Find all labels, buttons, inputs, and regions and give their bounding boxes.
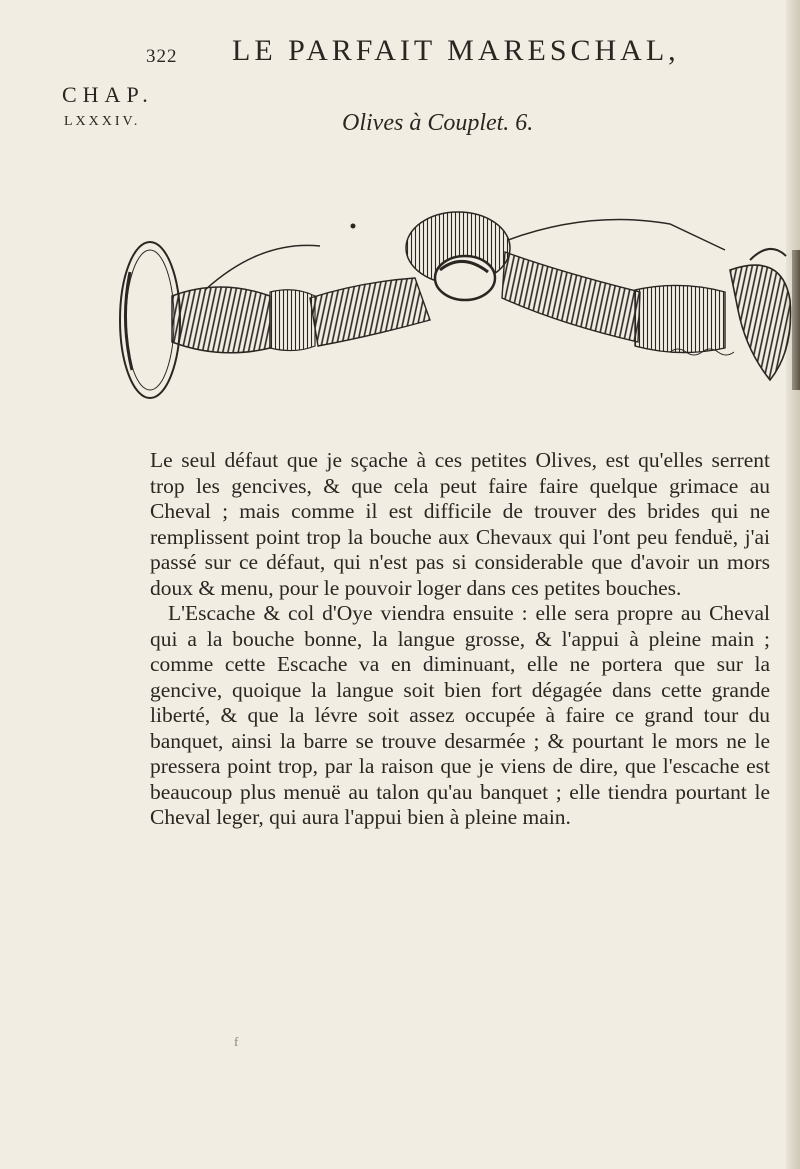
chapter-label: CHAP. [62, 82, 154, 107]
page-number: 322 [146, 46, 178, 67]
stray-mark: f [234, 1034, 239, 1049]
body-text [150, 448, 770, 831]
paragraph: Le seul défaut que je sçache à ces petites Olives, est qu'elles serrent trop les gencives, & que cela peut faire faire quelque grimace au Cheval ; mais comme il est difficile de trouver des brides qui ne remplissent point trop la bouche aux Chevaux qui l'ont peu fenduë, j'ai passé sur ce défaut, qui n'est pas si considerable que d'avoir un mors doux & menu, pour le pouvoir loger dans ces petites bouches. [150, 448, 770, 600]
right-canon [502, 252, 640, 342]
right-chain [508, 220, 725, 250]
right-cheek-ring [730, 249, 791, 380]
paragraph: L'Escache & col d'Oye viendra ensuite : elle sera propre au Cheval qui a la bouche bonne, la langue grosse, & l'appui à pleine main ; comme cette Escache va en diminuant, elle ne portera que sur la gencive, quoique la langue soit bien fort dégagée dans cette grande liberté, & que la lévre soit assez occupée à faire ce grand tour du banquet, ainsi la barre se trouve desarmée ; & pourtant le mors ne le pressera point trop, par la raison que je viens de dire, que l'escache est beaucoup plus menuë au talon qu'au banquet ; elle tiendra pourtant le Cheval leger, qui aura l'appui bien à pleine main. [150, 601, 770, 829]
running-head: LE PARFAIT MARESCHAL, [232, 34, 680, 67]
chapter-number: LXXXIV. [64, 114, 141, 129]
center-joint [406, 212, 510, 300]
left-chain [205, 245, 320, 290]
ink-dot [351, 224, 356, 229]
right-olive [635, 285, 725, 352]
bit-engraving [110, 200, 795, 415]
plate-caption: Olives à Couplet. 6. [342, 110, 534, 136]
left-olive [172, 287, 315, 353]
left-canon [310, 278, 430, 346]
page-edge [786, 0, 800, 1169]
left-cheek-ring [120, 242, 180, 398]
